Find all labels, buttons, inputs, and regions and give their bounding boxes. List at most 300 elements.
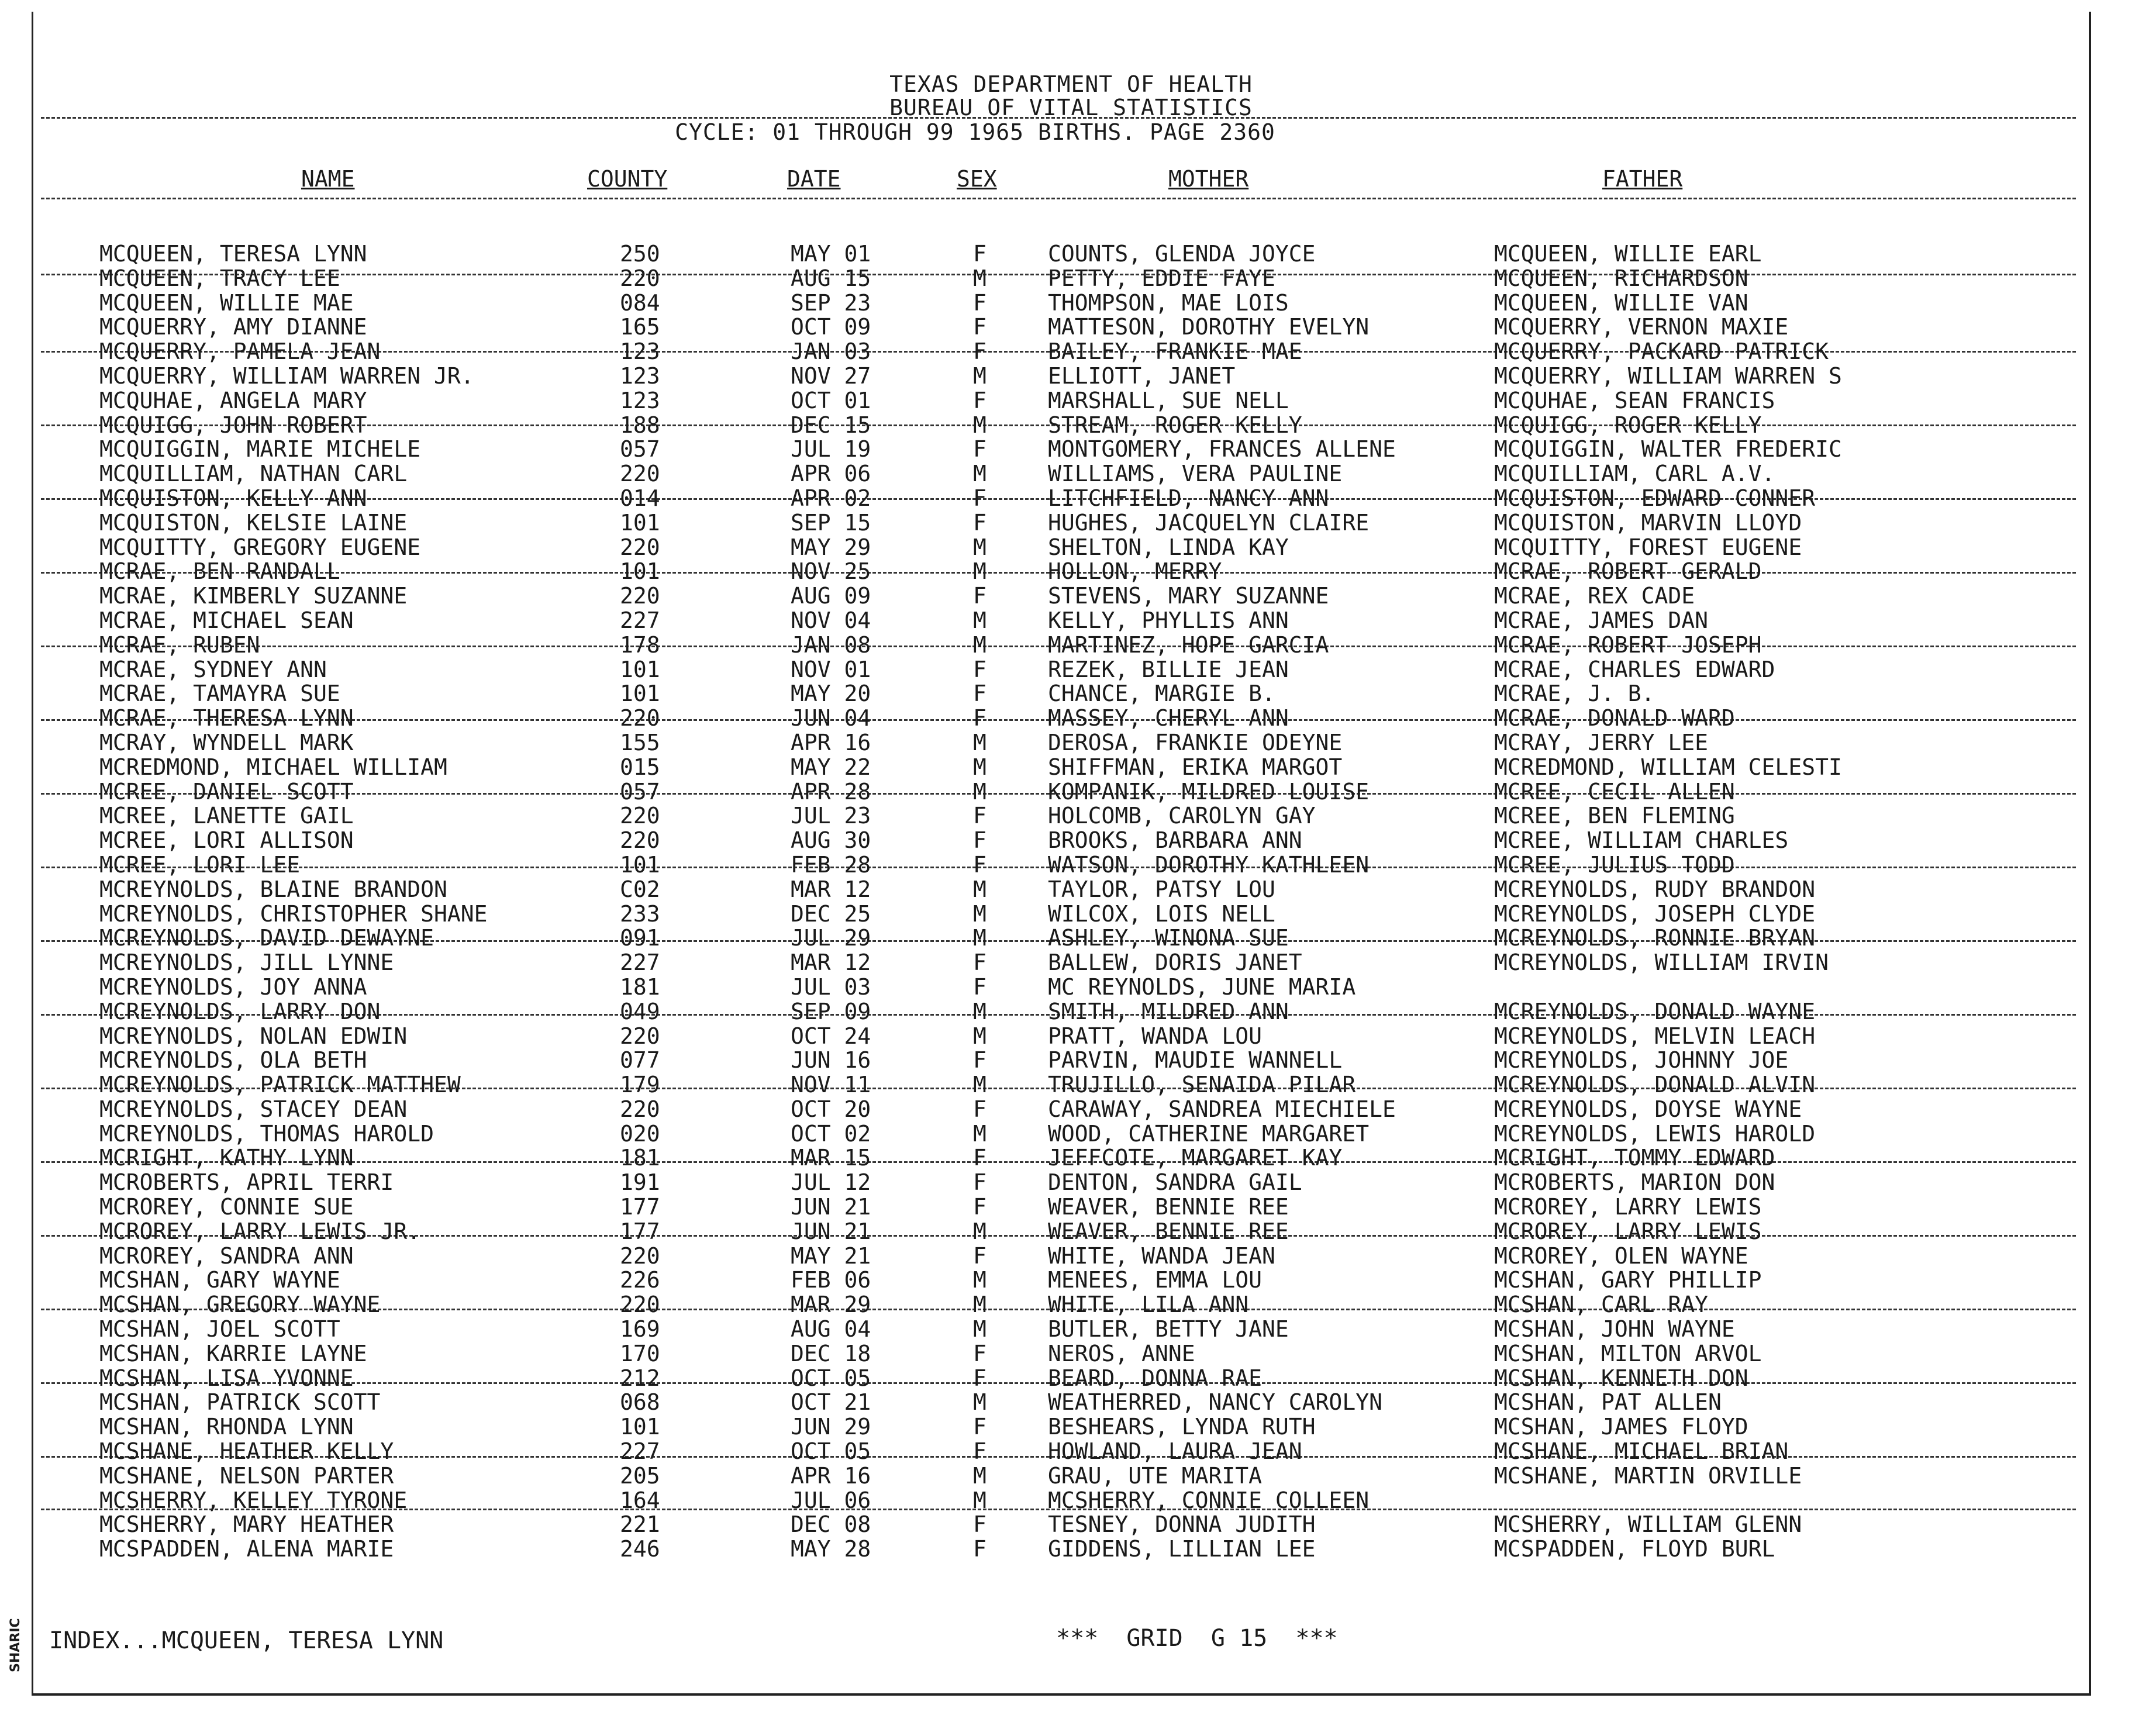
cell-sex: M: [973, 1218, 987, 1244]
cell-sex: M: [973, 900, 987, 927]
cell-date: APR 06: [791, 461, 871, 487]
cell-date: MAR 29: [791, 1292, 871, 1318]
cell-mother: MENEES, EMMA LOU: [1048, 1267, 1263, 1293]
cell-sex: F: [973, 1511, 987, 1538]
cell-name: MCREE, LORI LEE: [99, 851, 301, 878]
cell-mother: SHIFFMAN, ERIKA MARGOT: [1048, 754, 1343, 780]
cell-mother: MC REYNOLDS, JUNE MARIA: [1048, 974, 1356, 1000]
cell-mother: TAYLOR, PATSY LOU: [1048, 876, 1275, 902]
cell-sex: M: [973, 778, 987, 805]
cell-name: MCRAY, WYNDELL MARK: [99, 729, 354, 755]
cell-name: MCROREY, CONNIE SUE: [99, 1194, 354, 1220]
cell-sex: F: [973, 1145, 987, 1171]
grid-footer: *** GRID G 15 ***: [1056, 1625, 1338, 1652]
cell-date: AUG 09: [791, 583, 871, 609]
cell-county: 181: [620, 1145, 660, 1171]
cycle-line: CYCLE: 01 THROUGH 99 1965 BIRTHS. PAGE 2360: [675, 119, 1275, 145]
cell-father: MCROREY, LARRY LEWIS: [1494, 1194, 1762, 1220]
cell-date: MAY 20: [791, 681, 871, 707]
cell-sex: M: [973, 631, 987, 658]
cell-county: 101: [620, 656, 660, 682]
table-row: [0, 633, 2142, 658]
cell-name: MCREE, LANETTE GAIL: [99, 803, 354, 829]
cell-father: MCRAE, REX CADE: [1494, 583, 1695, 609]
cell-father: MCREYNOLDS, RUDY BRANDON: [1494, 876, 1816, 902]
cell-father: MCREYNOLDS, DONALD WAYNE: [1494, 998, 1816, 1024]
cell-name: MCQUEEN, TERESA LYNN: [99, 241, 367, 267]
table-row: [0, 1415, 2142, 1440]
column-header-county: COUNTY: [587, 166, 668, 192]
cell-county: 212: [620, 1365, 660, 1391]
cell-mother: MCSHERRY, CONNIE COLLEEN: [1048, 1487, 1370, 1513]
cell-mother: WHITE, WANDA JEAN: [1048, 1243, 1275, 1269]
cell-county: 220: [620, 1292, 660, 1318]
cell-sex: F: [973, 241, 987, 267]
cell-name: MCRAE, THERESA LYNN: [99, 705, 354, 731]
table-row: [0, 1024, 2142, 1049]
cell-date: DEC 25: [791, 900, 871, 927]
cell-county: 205: [620, 1462, 660, 1489]
cell-name: MCSHAN, KARRIE LAYNE: [99, 1340, 367, 1366]
cell-date: MAY 29: [791, 534, 871, 560]
cell-county: 250: [620, 241, 660, 267]
cell-date: JUL 12: [791, 1169, 871, 1196]
cell-father: MCREE, BEN FLEMING: [1494, 803, 1735, 829]
cell-mother: ASHLEY, WINONA SUE: [1048, 925, 1289, 951]
cell-mother: MARTINEZ, HOPE GARCIA: [1048, 631, 1329, 658]
cell-county: 177: [620, 1218, 660, 1244]
cell-sex: F: [973, 1414, 987, 1440]
cell-name: MCQUIGGIN, MARIE MICHELE: [99, 436, 421, 463]
cell-father: MCROREY, LARRY LEWIS: [1494, 1218, 1762, 1244]
table-row: [0, 1244, 2142, 1269]
cell-date: NOV 25: [791, 558, 871, 585]
cell-date: APR 16: [791, 729, 871, 755]
cell-county: 220: [620, 1023, 660, 1049]
table-row: [0, 340, 2142, 364]
table-row: [0, 829, 2142, 853]
table-row: [0, 1537, 2142, 1562]
cell-mother: DEROSA, FRANKIE ODEYNE: [1048, 729, 1343, 755]
table-row: [0, 1317, 2142, 1342]
table-row: [0, 975, 2142, 1000]
cell-sex: F: [973, 339, 987, 365]
cell-date: AUG 15: [791, 265, 871, 291]
cell-date: MAY 28: [791, 1536, 871, 1562]
cell-sex: M: [973, 265, 987, 291]
cell-date: OCT 02: [791, 1120, 871, 1147]
cell-name: MCSHANE, NELSON PARTER: [99, 1462, 394, 1489]
cell-name: MCRAE, KIMBERLY SUZANNE: [99, 583, 408, 609]
cell-sex: M: [973, 729, 987, 755]
cell-mother: COUNTS, GLENDA JOYCE: [1048, 241, 1316, 267]
cell-name: MCSHAN, GREGORY WAYNE: [99, 1292, 381, 1318]
cell-date: OCT 05: [791, 1365, 871, 1391]
cell-mother: CARAWAY, SANDREA MIECHIELE: [1048, 1096, 1396, 1122]
cell-name: MCQUERRY, AMY DIANNE: [99, 314, 367, 340]
cell-sex: F: [973, 387, 987, 413]
cell-sex: M: [973, 363, 987, 389]
cell-county: 227: [620, 607, 660, 633]
cell-father: MCQUIGGIN, WALTER FREDERIC: [1494, 436, 1842, 463]
cell-date: NOV 04: [791, 607, 871, 633]
cell-father: MCQUITTY, FOREST EUGENE: [1494, 534, 1802, 560]
table-row: [0, 1342, 2142, 1366]
table-row: [0, 364, 2142, 389]
table-row: [0, 413, 2142, 438]
cell-sex: M: [973, 461, 987, 487]
cell-name: MCSHAN, JOEL SCOTT: [99, 1316, 340, 1342]
cell-mother: NEROS, ANNE: [1048, 1340, 1195, 1366]
cell-county: 220: [620, 827, 660, 854]
cell-date: DEC 15: [791, 412, 871, 438]
cell-mother: REZEK, BILLIE JEAN: [1048, 656, 1289, 682]
cell-date: JAN 08: [791, 631, 871, 658]
cell-date: JUN 04: [791, 705, 871, 731]
cell-name: MCRAE, RUBEN: [99, 631, 260, 658]
cell-mother: MATTESON, DOROTHY EVELYN: [1048, 314, 1370, 340]
cell-county: 220: [620, 461, 660, 487]
cell-county: 220: [620, 534, 660, 560]
cell-county: 068: [620, 1389, 660, 1416]
cell-name: MCRAE, SYDNEY ANN: [99, 656, 327, 682]
cell-name: MCROBERTS, APRIL TERRI: [99, 1169, 394, 1196]
cell-mother: PRATT, WANDA LOU: [1048, 1023, 1263, 1049]
cell-mother: MARSHALL, SUE NELL: [1048, 387, 1289, 413]
cell-sex: M: [973, 1072, 987, 1098]
table-row: [0, 706, 2142, 731]
table-row: [0, 1195, 2142, 1220]
cell-father: MCRAE, CHARLES EDWARD: [1494, 656, 1775, 682]
cell-county: 165: [620, 314, 660, 340]
cell-date: FEB 28: [791, 851, 871, 878]
cell-mother: WHITE, LILA ANN: [1048, 1292, 1249, 1318]
cell-county: 123: [620, 363, 660, 389]
cell-mother: SHELTON, LINDA KAY: [1048, 534, 1289, 560]
cell-father: MCQUIGG, ROGER KELLY: [1494, 412, 1762, 438]
table-row: [0, 511, 2142, 536]
cell-mother: HUGHES, JACQUELYN CLAIRE: [1048, 509, 1370, 536]
cell-county: 101: [620, 851, 660, 878]
cell-date: MAR 12: [791, 950, 871, 976]
cell-name: MCSHAN, RHONDA LYNN: [99, 1414, 354, 1440]
table-row: [0, 315, 2142, 340]
cell-mother: WATSON, DOROTHY KATHLEEN: [1048, 851, 1370, 878]
table-row: [0, 1000, 2142, 1024]
cell-county: 101: [620, 1414, 660, 1440]
cell-date: JUL 03: [791, 974, 871, 1000]
cell-name: MCQUERRY, PAMELA JEAN: [99, 339, 381, 365]
cell-mother: PARVIN, MAUDIE WANNELL: [1048, 1047, 1343, 1074]
cell-sex: M: [973, 754, 987, 780]
table-row: [0, 1146, 2142, 1171]
cell-name: MCREDMOND, MICHAEL WILLIAM: [99, 754, 447, 780]
cell-father: MCSHAN, JAMES FLOYD: [1494, 1414, 1748, 1440]
cell-date: NOV 11: [791, 1072, 871, 1098]
cell-father: MCREE, WILLIAM CHARLES: [1494, 827, 1789, 854]
cell-sex: M: [973, 1389, 987, 1416]
cell-father: MCREYNOLDS, MELVIN LEACH: [1494, 1023, 1816, 1049]
cell-sex: M: [973, 1267, 987, 1293]
table-row: [0, 1464, 2142, 1489]
cell-date: JUN 21: [791, 1194, 871, 1220]
cell-sex: M: [973, 558, 987, 585]
table-row: [0, 1073, 2142, 1097]
cell-name: MCQUISTON, KELSIE LAINE: [99, 509, 408, 536]
cell-sex: F: [973, 681, 987, 707]
cell-father: MCREDMOND, WILLIAM CELESTI: [1494, 754, 1842, 780]
cell-date: DEC 08: [791, 1511, 871, 1538]
cell-mother: ELLIOTT, JANET: [1048, 363, 1236, 389]
cell-date: FEB 06: [791, 1267, 871, 1293]
cell-county: 057: [620, 436, 660, 463]
cell-mother: HOWLAND, LAURA JEAN: [1048, 1438, 1302, 1465]
cell-date: MAR 12: [791, 876, 871, 902]
table-row: [0, 1489, 2142, 1513]
cell-father: MCROBERTS, MARION DON: [1494, 1169, 1775, 1196]
cell-sex: F: [973, 1438, 987, 1465]
cell-father: MCQUISTON, EDWARD CONNER: [1494, 485, 1816, 511]
cell-date: OCT 21: [791, 1389, 871, 1416]
cell-sex: F: [973, 803, 987, 829]
report-title: TEXAS DEPARTMENT OF HEALTH: [889, 71, 1253, 97]
cell-county: 177: [620, 1194, 660, 1220]
cell-name: MCQUISTON, KELLY ANN: [99, 485, 367, 511]
column-header-date: DATE: [787, 166, 841, 192]
cell-date: MAY 22: [791, 754, 871, 780]
cell-mother: SMITH, MILDRED ANN: [1048, 998, 1289, 1024]
cell-sex: F: [973, 705, 987, 731]
cell-county: 220: [620, 265, 660, 291]
cell-father: MCREYNOLDS, DOYSE WAYNE: [1494, 1096, 1802, 1122]
cell-name: MCREYNOLDS, JOY ANNA: [99, 974, 367, 1000]
cell-father: MCRAE, J. B.: [1494, 681, 1655, 707]
cell-name: MCREYNOLDS, STACEY DEAN: [99, 1096, 408, 1122]
cell-name: MCREYNOLDS, BLAINE BRANDON: [99, 876, 447, 902]
cell-name: MCSHERRY, KELLEY TYRONE: [99, 1487, 408, 1513]
cell-sex: F: [973, 1047, 987, 1074]
cell-father: MCSHANE, MICHAEL BRIAN: [1494, 1438, 1789, 1465]
cell-mother: WILLIAMS, VERA PAULINE: [1048, 461, 1343, 487]
cell-mother: WILCOX, LOIS NELL: [1048, 900, 1275, 927]
cell-county: 221: [620, 1511, 660, 1538]
cell-county: 101: [620, 509, 660, 536]
table-row: [0, 902, 2142, 927]
cell-name: MCRAE, MICHAEL SEAN: [99, 607, 354, 633]
cell-sex: F: [973, 1536, 987, 1562]
cell-name: MCQUERRY, WILLIAM WARREN JR.: [99, 363, 474, 389]
cell-mother: BESHEARS, LYNDA RUTH: [1048, 1414, 1316, 1440]
table-row: [0, 291, 2142, 316]
cell-county: 014: [620, 485, 660, 511]
cell-date: MAY 01: [791, 241, 871, 267]
cell-county: 169: [620, 1316, 660, 1342]
cell-sex: F: [973, 827, 987, 854]
cell-name: MCSHAN, GARY WAYNE: [99, 1267, 340, 1293]
cell-date: JUN 21: [791, 1218, 871, 1244]
cell-date: APR 28: [791, 778, 871, 805]
cell-mother: MONTGOMERY, FRANCES ALLENE: [1048, 436, 1396, 463]
cell-name: MCQUHAE, ANGELA MARY: [99, 387, 367, 413]
index-footer: INDEX...MCQUEEN, TERESA LYNN: [49, 1627, 444, 1654]
cell-date: JUN 16: [791, 1047, 871, 1074]
cell-name: MCRIGHT, KATHY LYNN: [99, 1145, 354, 1171]
cell-father: MCSHAN, GARY PHILLIP: [1494, 1267, 1762, 1293]
cell-name: MCQUILLIAM, NATHAN CARL: [99, 461, 408, 487]
table-row: [0, 267, 2142, 291]
table-row: [0, 682, 2142, 706]
cell-sex: M: [973, 925, 987, 951]
column-header-mother: MOTHER: [1168, 166, 1249, 192]
cell-sex: F: [973, 1365, 987, 1391]
cell-mother: JEFFCOTE, MARGARET KAY: [1048, 1145, 1343, 1171]
cell-county: 178: [620, 631, 660, 658]
column-header-name: NAME: [301, 166, 355, 192]
cell-mother: PETTY, EDDIE FAYE: [1048, 265, 1275, 291]
cell-name: MCRAE, BEN RANDALL: [99, 558, 340, 585]
cell-mother: WOOD, CATHERINE MARGARET: [1048, 1120, 1370, 1147]
cell-date: JUL 06: [791, 1487, 871, 1513]
table-row: [0, 1390, 2142, 1415]
cell-sex: M: [973, 1487, 987, 1513]
cell-name: MCREYNOLDS, DAVID DEWAYNE: [99, 925, 434, 951]
cell-mother: BALLEW, DORIS JANET: [1048, 950, 1302, 976]
cell-father: MCSHAN, PAT ALLEN: [1494, 1389, 1722, 1416]
cell-father: MCSHAN, MILTON ARVOL: [1494, 1340, 1762, 1366]
cell-date: NOV 27: [791, 363, 871, 389]
table-row: [0, 462, 2142, 486]
table-row: [0, 658, 2142, 682]
records-table: [0, 242, 2142, 1562]
cell-date: JAN 03: [791, 339, 871, 365]
table-row: [0, 1097, 2142, 1122]
cell-mother: LITCHFIELD, NANCY ANN: [1048, 485, 1329, 511]
cell-mother: GRAU, UTE MARITA: [1048, 1462, 1263, 1489]
cell-mother: WEAVER, BENNIE REE: [1048, 1194, 1289, 1220]
cell-mother: STREAM, ROGER KELLY: [1048, 412, 1302, 438]
column-header-divider: [41, 198, 2076, 199]
cell-mother: TESNEY, DONNA JUDITH: [1048, 1511, 1316, 1538]
cell-date: APR 16: [791, 1462, 871, 1489]
cell-sex: M: [973, 876, 987, 902]
cell-county: 170: [620, 1340, 660, 1366]
table-row: [0, 1366, 2142, 1391]
cell-father: MCQUILLIAM, CARL A.V.: [1494, 461, 1775, 487]
cell-county: 220: [620, 1243, 660, 1269]
cell-father: MCRAY, JERRY LEE: [1494, 729, 1709, 755]
cell-sex: M: [973, 534, 987, 560]
cell-mother: KELLY, PHYLLIS ANN: [1048, 607, 1289, 633]
cell-mother: KOMPANIK, MILDRED LOUISE: [1048, 778, 1370, 805]
cell-date: NOV 01: [791, 656, 871, 682]
cell-father: MCSHERRY, WILLIAM GLENN: [1494, 1511, 1802, 1538]
table-row: [0, 1440, 2142, 1464]
cell-father: MCQUERRY, VERNON MAXIE: [1494, 314, 1789, 340]
cell-county: 123: [620, 339, 660, 365]
cell-sex: M: [973, 998, 987, 1024]
cell-sex: M: [973, 1316, 987, 1342]
cell-county: 227: [620, 1438, 660, 1465]
cell-county: 057: [620, 778, 660, 805]
cell-mother: GIDDENS, LILLIAN LEE: [1048, 1536, 1316, 1562]
cell-county: 091: [620, 925, 660, 951]
cell-county: 123: [620, 387, 660, 413]
cell-father: MCSHAN, CARL RAY: [1494, 1292, 1709, 1318]
cell-sex: F: [973, 436, 987, 463]
cell-county: 179: [620, 1072, 660, 1098]
cell-sex: F: [973, 583, 987, 609]
cell-county: 226: [620, 1267, 660, 1293]
cell-sex: M: [973, 412, 987, 438]
cell-name: MCREYNOLDS, OLA BETH: [99, 1047, 367, 1074]
cell-mother: WEATHERRED, NANCY CAROLYN: [1048, 1389, 1382, 1416]
cell-date: SEP 09: [791, 998, 871, 1024]
cell-sex: F: [973, 485, 987, 511]
cell-father: MCREE, JULIUS TODD: [1494, 851, 1735, 878]
cell-date: JUL 19: [791, 436, 871, 463]
table-row: [0, 1171, 2142, 1195]
cell-name: MCSHAN, PATRICK SCOTT: [99, 1389, 381, 1416]
table-row: [0, 1122, 2142, 1147]
cell-sex: F: [973, 851, 987, 878]
cell-county: C02: [620, 876, 660, 902]
cell-sex: F: [973, 1340, 987, 1366]
table-row: [0, 755, 2142, 780]
cell-date: OCT 01: [791, 387, 871, 413]
cell-county: 220: [620, 583, 660, 609]
cell-county: 049: [620, 998, 660, 1024]
cell-mother: TRUJILLO, SENAIDA PILAR: [1048, 1072, 1356, 1098]
cell-father: MCQUISTON, MARVIN LLOYD: [1494, 509, 1802, 536]
cell-sex: F: [973, 509, 987, 536]
column-header-sex: SEX: [957, 166, 997, 192]
cell-date: AUG 04: [791, 1316, 871, 1342]
cell-name: MCREYNOLDS, THOMAS HAROLD: [99, 1120, 434, 1147]
cell-county: 188: [620, 412, 660, 438]
cell-father: MCRIGHT, TOMMY EDWARD: [1494, 1145, 1775, 1171]
cell-sex: F: [973, 1169, 987, 1196]
cell-county: 101: [620, 558, 660, 585]
cell-father: MCQUHAE, SEAN FRANCIS: [1494, 387, 1775, 413]
cell-mother: BUTLER, BETTY JANE: [1048, 1316, 1289, 1342]
table-row: [0, 609, 2142, 633]
cell-father: MCREYNOLDS, JOHNNY JOE: [1494, 1047, 1789, 1074]
cell-name: MCREYNOLDS, CHRISTOPHER SHANE: [99, 900, 488, 927]
cell-name: MCRAE, TAMAYRA SUE: [99, 681, 340, 707]
cell-name: MCSHANE, HEATHER KELLY: [99, 1438, 394, 1465]
table-row: [0, 486, 2142, 511]
cell-name: MCQUIGG, JOHN ROBERT: [99, 412, 367, 438]
cell-mother: BAILEY, FRANKIE MAE: [1048, 339, 1302, 365]
cell-county: 220: [620, 803, 660, 829]
table-row: [0, 731, 2142, 755]
cell-father: MCSHAN, KENNETH DON: [1494, 1365, 1748, 1391]
cell-name: MCQUITTY, GREGORY EUGENE: [99, 534, 421, 560]
cell-father: MCREYNOLDS, JOSEPH CLYDE: [1494, 900, 1816, 927]
cell-father: MCREYNOLDS, WILLIAM IRVIN: [1494, 950, 1829, 976]
cell-county: 220: [620, 705, 660, 731]
cell-county: 246: [620, 1536, 660, 1562]
table-row: [0, 242, 2142, 267]
cell-father: MCREYNOLDS, RONNIE BRYAN: [1494, 925, 1816, 951]
cell-sex: F: [973, 1194, 987, 1220]
cell-name: MCQUEEN, WILLIE MAE: [99, 289, 354, 316]
cell-mother: HOLLON, MERRY: [1048, 558, 1222, 585]
cell-county: 084: [620, 289, 660, 316]
cell-sex: F: [973, 974, 987, 1000]
column-header-father: FATHER: [1602, 166, 1683, 192]
cell-sex: M: [973, 1462, 987, 1489]
